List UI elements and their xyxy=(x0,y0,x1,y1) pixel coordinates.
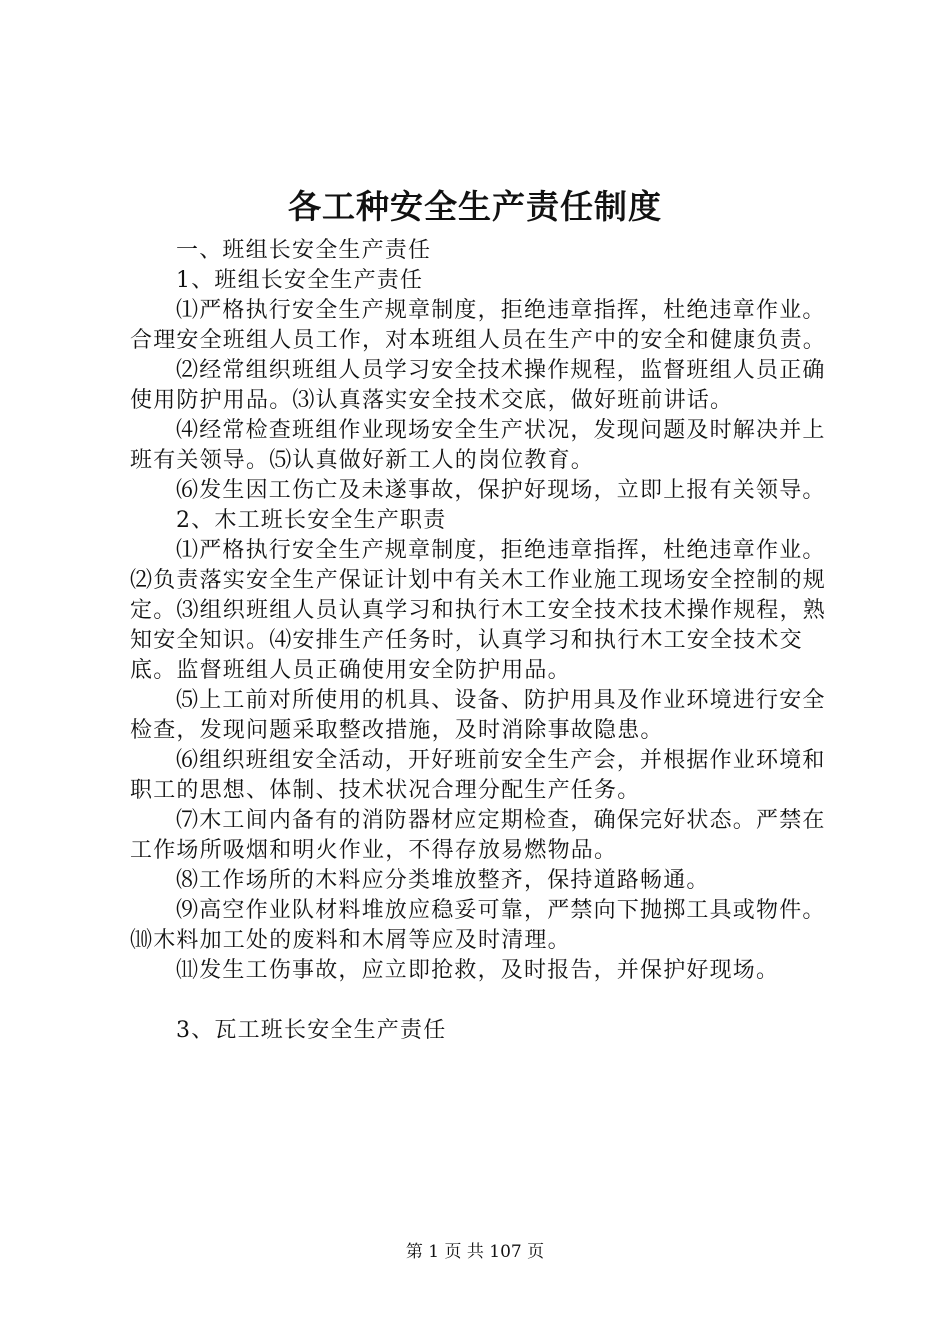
paragraph: ⑾发生工伤事故，应立即抢救，及时报告，并保护好现场。 xyxy=(176,958,780,983)
paragraph: ⑴严格执行安全生产规章制度，拒绝违章指挥，杜绝违章作业。⑵负责落实安全生产保证计划中有关木工作业施工现场安全控制的规定。⑶组织班组人员认真学习和执行木工安全技术技术操作规程，熟知安全知识。⑷安排生产任务时，认真学习和执行木工安全技术交底。监督班组人员正确使用安全防护用品。 xyxy=(130,538,827,683)
paragraph: ⑹发生因工伤亡及未遂事故，保护好现场，立即上报有关领导。 xyxy=(176,478,826,503)
document-body xyxy=(130,236,832,1046)
blank-line xyxy=(130,986,832,1016)
document-title: 各工种安全生产责任制度 xyxy=(288,187,662,226)
paragraph: ⑻工作场所的木料应分类堆放整齐，保持道路畅通。 xyxy=(176,868,710,893)
subsection-heading: 1、班组长安全生产责任 xyxy=(176,268,424,293)
paragraph: ⑷经常检查班组作业现场安全生产状况，发现问题及时解决并上班有关领导。⑸认真做好新工人的岗位教育。 xyxy=(130,418,826,473)
paragraph: ⑵经常组织班组人员学习安全技术操作规程，监督班组人员正确使用防护用品。⑶认真落实安全技术交底，做好班前讲话。 xyxy=(130,358,826,413)
paragraph: ⑼高空作业队材料堆放应稳妥可靠，严禁向下抛掷工具或物件。⑽木料加工处的废料和木屑等应及时清理。 xyxy=(130,898,826,953)
paragraph: ⑸上工前对所使用的机具、设备、防护用具及作业环境进行安全检查，发现问题采取整改措施，及时消除事故隐患。 xyxy=(130,688,826,743)
section-heading: 一、班组长安全生产责任 xyxy=(176,238,432,263)
paragraph: ⑺木工间内备有的消防器材应定期检查，确保完好状态。严禁在工作场所吸烟和明火作业，不得存放易燃物品。 xyxy=(130,808,826,863)
paragraph: ⑴严格执行安全生产规章制度，拒绝违章指挥，杜绝违章作业。合理安全班组人员工作，对本班组人员在生产中的安全和健康负责。 xyxy=(130,298,827,353)
subsection-heading: 3、瓦工班长安全生产责任 xyxy=(176,1018,447,1043)
subsection-heading: 2、木工班长安全生产职责 xyxy=(176,508,447,533)
paragraph: ⑹组织班组安全活动，开好班前安全生产会，并根据作业环境和职工的思想、体制、技术状况合理分配生产任务。 xyxy=(130,748,826,803)
page-footer: 第 1 页 共 107 页 xyxy=(405,1242,545,1262)
